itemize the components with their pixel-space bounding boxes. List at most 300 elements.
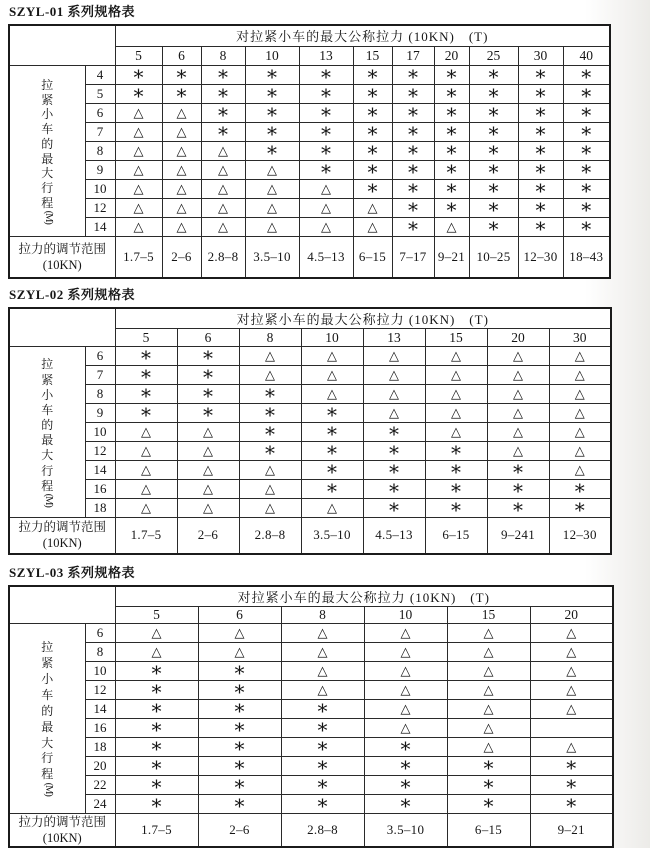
- spec-cell: *: [353, 84, 392, 103]
- spec-cell: [549, 442, 611, 461]
- side-label-unit: (M): [42, 210, 53, 223]
- capacity-column-header: 10: [301, 329, 363, 347]
- stroke-value: 12: [85, 442, 115, 461]
- spec-cell: *: [353, 122, 392, 141]
- stroke-value: 6: [85, 103, 115, 122]
- spec-cell: *: [363, 423, 425, 442]
- spec-cell: *: [201, 65, 245, 84]
- stroke-value: 12: [85, 198, 115, 217]
- triangle-symbol: △: [218, 163, 228, 176]
- range-value: 2.8–8: [239, 518, 301, 554]
- spec-cell: [487, 385, 549, 404]
- spec-cell: [363, 366, 425, 385]
- side-label-char: 的: [41, 138, 53, 150]
- spec-cell: [201, 217, 245, 236]
- spec-cell: *: [245, 65, 299, 84]
- range-value: 7–17: [392, 236, 434, 278]
- range-value: 2.8–8: [201, 236, 245, 278]
- triangle-symbol: △: [484, 702, 494, 715]
- spec-cell: [115, 423, 177, 442]
- triangle-symbol: △: [218, 144, 228, 157]
- capacity-main-header: 对拉紧小车的最大公称拉力 (10KN) (T): [115, 308, 611, 329]
- side-label-char: 程: [41, 768, 53, 780]
- range-row-label: [9, 813, 115, 847]
- spec-cell: [115, 160, 162, 179]
- spec-cell: [115, 642, 198, 661]
- spec-cell: [198, 623, 281, 642]
- range-value: 18–43: [563, 236, 610, 278]
- capacity-column-header: 6: [198, 606, 281, 623]
- triangle-symbol: △: [389, 406, 399, 419]
- spec-cell: *: [162, 84, 201, 103]
- triangle-symbol: △: [318, 664, 328, 677]
- spec-cell: [177, 461, 239, 480]
- side-label-unit: (M): [42, 783, 53, 796]
- capacity-column-header: 10: [364, 606, 447, 623]
- spec-table-block: [8, 287, 650, 555]
- spec-cell: [425, 347, 487, 366]
- side-label-char: 行: [41, 752, 53, 764]
- side-label-stroke: [9, 347, 85, 518]
- spec-cell: *: [469, 141, 518, 160]
- side-label-char: 行: [41, 465, 53, 477]
- spec-cell: [487, 347, 549, 366]
- triangle-symbol: △: [484, 683, 494, 696]
- spec-cell: *: [363, 480, 425, 499]
- spec-cell: *: [487, 480, 549, 499]
- spec-cell: [364, 680, 447, 699]
- corner-cell: [9, 25, 115, 65]
- spec-cell: [201, 141, 245, 160]
- spec-cell: [447, 680, 530, 699]
- spec-cell: *: [245, 141, 299, 160]
- triangle-symbol: △: [265, 463, 275, 476]
- capacity-column-header: 15: [353, 46, 392, 65]
- spec-cell: [487, 423, 549, 442]
- table-title: SZYL-03 系列规格表: [9, 565, 650, 580]
- triangle-symbol: △: [575, 425, 585, 438]
- spec-cell: *: [434, 160, 469, 179]
- capacity-column-header: 20: [487, 329, 549, 347]
- range-value: 2.8–8: [281, 813, 364, 847]
- spec-cell: *: [392, 122, 434, 141]
- triangle-symbol: △: [265, 368, 275, 381]
- triangle-symbol: △: [177, 125, 187, 138]
- spec-cell: *: [425, 480, 487, 499]
- spec-cell: [198, 642, 281, 661]
- spec-cell: [530, 642, 613, 661]
- spec-cell: [245, 179, 299, 198]
- spec-table-szyl-02: [8, 307, 612, 555]
- spec-cell: *: [392, 179, 434, 198]
- spec-cell: [177, 499, 239, 518]
- side-label-char: 车: [41, 123, 53, 135]
- spec-cell: [363, 347, 425, 366]
- stroke-value: 10: [85, 179, 115, 198]
- spec-cell: *: [281, 775, 364, 794]
- triangle-symbol: △: [177, 144, 187, 157]
- spec-cell: [447, 642, 530, 661]
- range-row-label: [9, 518, 115, 554]
- stroke-value: 9: [85, 160, 115, 179]
- side-label-char: 大: [41, 449, 53, 461]
- spec-cell: *: [198, 756, 281, 775]
- stroke-value: 10: [85, 661, 115, 680]
- stroke-value: 8: [85, 141, 115, 160]
- spec-cell: [162, 122, 201, 141]
- spec-cell: *: [434, 122, 469, 141]
- spec-cell: [115, 141, 162, 160]
- spec-cell: *: [115, 756, 198, 775]
- spec-cell: *: [425, 461, 487, 480]
- side-label-char: 拉: [41, 358, 53, 370]
- capacity-main-header: 对拉紧小车的最大公称拉力 (10KN) (T): [115, 25, 610, 46]
- spec-cell: *: [177, 366, 239, 385]
- spec-cell: *: [198, 680, 281, 699]
- spec-cell: [549, 404, 611, 423]
- spec-cell: *: [518, 103, 563, 122]
- triangle-symbol: △: [401, 664, 411, 677]
- spec-cell: [530, 680, 613, 699]
- spec-cell: [245, 217, 299, 236]
- spec-cell: [239, 366, 301, 385]
- spec-cell: [447, 661, 530, 680]
- spec-cell: [549, 461, 611, 480]
- triangle-symbol: △: [152, 626, 162, 639]
- spec-cell: [299, 198, 353, 217]
- spec-cell: *: [518, 141, 563, 160]
- triangle-symbol: △: [566, 626, 576, 639]
- spec-cell: [115, 103, 162, 122]
- spec-cell: *: [518, 179, 563, 198]
- range-value: 12–30: [518, 236, 563, 278]
- stroke-value: 16: [85, 718, 115, 737]
- stroke-value: 14: [85, 461, 115, 480]
- spec-cell: *: [198, 699, 281, 718]
- triangle-symbol: △: [141, 425, 151, 438]
- spec-cell: [239, 480, 301, 499]
- spec-cell: *: [487, 461, 549, 480]
- capacity-column-header: 5: [115, 329, 177, 347]
- spec-cell: *: [563, 84, 610, 103]
- spec-cell: [162, 160, 201, 179]
- spec-cell: [115, 217, 162, 236]
- spec-cell: [425, 404, 487, 423]
- stroke-value: 5: [85, 84, 115, 103]
- spec-cell: *: [177, 404, 239, 423]
- capacity-column-header: 15: [447, 606, 530, 623]
- range-value: 1.7–5: [115, 813, 198, 847]
- stroke-value: 10: [85, 423, 115, 442]
- spec-cell: [434, 217, 469, 236]
- spec-cell: *: [392, 160, 434, 179]
- triangle-symbol: △: [575, 463, 585, 476]
- spec-cell: *: [301, 461, 363, 480]
- range-label-unit: (10KN): [10, 257, 115, 273]
- spec-cell: [281, 680, 364, 699]
- range-value: 3.5–10: [364, 813, 447, 847]
- spec-cell: *: [299, 122, 353, 141]
- capacity-column-header: 13: [363, 329, 425, 347]
- spec-cell: *: [363, 499, 425, 518]
- spec-cell: [549, 366, 611, 385]
- spec-cell: [115, 442, 177, 461]
- spec-cell: *: [563, 103, 610, 122]
- spec-cell: [425, 385, 487, 404]
- range-value: 1.7–5: [115, 518, 177, 554]
- spec-cell: *: [549, 499, 611, 518]
- side-label-char: 拉: [41, 641, 53, 653]
- spec-cell: *: [239, 423, 301, 442]
- triangle-symbol: △: [267, 220, 277, 233]
- spec-cell: *: [201, 103, 245, 122]
- spec-cell: [447, 699, 530, 718]
- spec-cell: *: [363, 442, 425, 461]
- range-label-text: 拉力的调节范围: [10, 519, 115, 535]
- spec-cell: [530, 661, 613, 680]
- spec-cell: *: [434, 179, 469, 198]
- spec-cell: *: [364, 756, 447, 775]
- side-label-text: [10, 638, 85, 799]
- triangle-symbol: △: [318, 645, 328, 658]
- spec-cell: *: [530, 794, 613, 813]
- capacity-column-header: 40: [563, 46, 610, 65]
- spec-cell: *: [281, 756, 364, 775]
- spec-cell: [115, 122, 162, 141]
- stroke-value: 20: [85, 756, 115, 775]
- spec-cell: [447, 623, 530, 642]
- capacity-column-header: 10: [245, 46, 299, 65]
- spec-cell: [549, 385, 611, 404]
- triangle-symbol: △: [321, 220, 331, 233]
- spec-cell: *: [239, 404, 301, 423]
- triangle-symbol: △: [389, 349, 399, 362]
- spec-cell: [487, 442, 549, 461]
- spec-cell: *: [301, 480, 363, 499]
- spec-cell: *: [469, 103, 518, 122]
- capacity-main-header: 对拉紧小车的最大公称拉力 (10KN) (T): [115, 586, 613, 607]
- triangle-symbol: △: [513, 387, 523, 400]
- table-title: SZYL-01 系列规格表: [9, 4, 650, 19]
- triangle-symbol: △: [265, 482, 275, 495]
- spec-cell: *: [353, 160, 392, 179]
- spec-cell: *: [434, 198, 469, 217]
- spec-cell: *: [563, 122, 610, 141]
- triangle-symbol: △: [218, 201, 228, 214]
- triangle-symbol: △: [513, 406, 523, 419]
- spec-cell: [364, 642, 447, 661]
- spec-cell: *: [115, 680, 198, 699]
- spec-cell: [530, 699, 613, 718]
- side-label-char: 车: [41, 689, 53, 701]
- stroke-value: 6: [85, 347, 115, 366]
- side-label-char: 大: [41, 737, 53, 749]
- spec-cell: *: [281, 718, 364, 737]
- side-label-char: 行: [41, 182, 53, 194]
- side-label-char: 最: [41, 721, 53, 733]
- triangle-symbol: △: [134, 163, 144, 176]
- side-label-char: 紧: [41, 657, 53, 669]
- capacity-column-header: 15: [425, 329, 487, 347]
- triangle-symbol: △: [203, 444, 213, 457]
- spec-cell: *: [530, 756, 613, 775]
- spec-table-block: [8, 565, 650, 848]
- triangle-symbol: △: [152, 645, 162, 658]
- spec-cell: [245, 160, 299, 179]
- triangle-symbol: △: [513, 349, 523, 362]
- spec-cell: [353, 198, 392, 217]
- spec-cell: [363, 385, 425, 404]
- corner-cell: [9, 586, 115, 624]
- stroke-value: 16: [85, 480, 115, 499]
- triangle-symbol: △: [368, 220, 378, 233]
- spec-cell: *: [162, 65, 201, 84]
- triangle-symbol: △: [134, 144, 144, 157]
- triangle-symbol: △: [451, 425, 461, 438]
- side-label-text: [10, 355, 85, 509]
- triangle-symbol: △: [321, 201, 331, 214]
- spec-cell: *: [177, 385, 239, 404]
- spec-cell: [177, 480, 239, 499]
- side-label-char: 程: [41, 197, 53, 209]
- spec-cell: *: [299, 160, 353, 179]
- spec-cell: [299, 179, 353, 198]
- triangle-symbol: △: [267, 163, 277, 176]
- triangle-symbol: △: [134, 125, 144, 138]
- spec-cell: [425, 366, 487, 385]
- spec-cell: *: [115, 366, 177, 385]
- range-value: 9–241: [487, 518, 549, 554]
- triangle-symbol: △: [203, 482, 213, 495]
- spec-cell: [177, 442, 239, 461]
- spec-cell: *: [281, 794, 364, 813]
- capacity-column-header: 30: [549, 329, 611, 347]
- triangle-symbol: △: [484, 721, 494, 734]
- spec-cell: *: [363, 461, 425, 480]
- side-label-char: 紧: [41, 94, 53, 106]
- triangle-symbol: △: [575, 368, 585, 381]
- triangle-symbol: △: [141, 482, 151, 495]
- spec-cell: *: [392, 65, 434, 84]
- spec-cell: *: [563, 65, 610, 84]
- spec-cell: *: [115, 404, 177, 423]
- spec-cell: *: [301, 404, 363, 423]
- spec-cell: *: [299, 84, 353, 103]
- spec-cell: [364, 718, 447, 737]
- spec-cell: *: [563, 198, 610, 217]
- spec-cell: *: [299, 141, 353, 160]
- range-value: 4.5–13: [363, 518, 425, 554]
- triangle-symbol: △: [389, 387, 399, 400]
- spec-cell: [162, 179, 201, 198]
- side-label-char: 小: [41, 108, 53, 120]
- capacity-column-header: 20: [530, 606, 613, 623]
- range-value: 2–6: [162, 236, 201, 278]
- side-label-stroke: [9, 65, 85, 236]
- triangle-symbol: △: [513, 368, 523, 381]
- triangle-symbol: △: [575, 406, 585, 419]
- spec-cell: *: [469, 84, 518, 103]
- stroke-value: 4: [85, 65, 115, 84]
- spec-cell: *: [434, 141, 469, 160]
- spec-cell: *: [434, 65, 469, 84]
- capacity-column-header: 5: [115, 606, 198, 623]
- triangle-symbol: △: [484, 626, 494, 639]
- triangle-symbol: △: [566, 740, 576, 753]
- triangle-symbol: △: [401, 645, 411, 658]
- triangle-symbol: △: [267, 182, 277, 195]
- range-value: 2–6: [198, 813, 281, 847]
- spec-cell: *: [198, 718, 281, 737]
- spec-cell: [201, 179, 245, 198]
- spec-cell: *: [392, 217, 434, 236]
- spec-cell: *: [353, 103, 392, 122]
- triangle-symbol: △: [235, 626, 245, 639]
- capacity-column-header: 17: [392, 46, 434, 65]
- range-value: 2–6: [177, 518, 239, 554]
- spec-cell: *: [198, 737, 281, 756]
- spec-cell: [162, 217, 201, 236]
- spec-cell: [281, 642, 364, 661]
- range-value: 6–15: [425, 518, 487, 554]
- range-value: 9–21: [530, 813, 613, 847]
- side-label-char: 车: [41, 404, 53, 416]
- spec-cell: [201, 160, 245, 179]
- spec-cell: *: [518, 160, 563, 179]
- triangle-symbol: △: [575, 349, 585, 362]
- spec-cell: *: [364, 775, 447, 794]
- table-title: SZYL-02 系列规格表: [9, 287, 650, 302]
- spec-cell: *: [115, 661, 198, 680]
- triangle-symbol: △: [401, 702, 411, 715]
- spec-cell: *: [115, 794, 198, 813]
- range-value: 3.5–10: [245, 236, 299, 278]
- spec-cell: *: [245, 84, 299, 103]
- triangle-symbol: △: [566, 683, 576, 696]
- spec-cell: *: [425, 499, 487, 518]
- triangle-symbol: △: [566, 664, 576, 677]
- spec-cell: *: [177, 347, 239, 366]
- triangle-symbol: △: [177, 220, 187, 233]
- corner-cell: [9, 308, 115, 347]
- triangle-symbol: △: [484, 664, 494, 677]
- range-value: 4.5–13: [299, 236, 353, 278]
- side-label-char: 最: [41, 434, 53, 446]
- triangle-symbol: △: [265, 349, 275, 362]
- triangle-symbol: △: [368, 201, 378, 214]
- spec-cell: *: [434, 103, 469, 122]
- stroke-value: 24: [85, 794, 115, 813]
- capacity-column-header: 8: [281, 606, 364, 623]
- spec-cell: *: [198, 775, 281, 794]
- spec-cell: [239, 461, 301, 480]
- side-label-char: 的: [41, 705, 53, 717]
- triangle-symbol: △: [218, 182, 228, 195]
- triangle-symbol: △: [318, 683, 328, 696]
- triangle-symbol: △: [141, 444, 151, 457]
- triangle-symbol: △: [451, 349, 461, 362]
- spec-cell: *: [392, 141, 434, 160]
- triangle-symbol: △: [134, 220, 144, 233]
- spec-cell: [115, 179, 162, 198]
- spec-cell: [245, 198, 299, 217]
- triangle-symbol: △: [327, 368, 337, 381]
- capacity-column-header: 20: [434, 46, 469, 65]
- spec-cell: *: [281, 737, 364, 756]
- spec-cell: [115, 461, 177, 480]
- spec-cell: *: [281, 699, 364, 718]
- triangle-symbol: △: [401, 683, 411, 696]
